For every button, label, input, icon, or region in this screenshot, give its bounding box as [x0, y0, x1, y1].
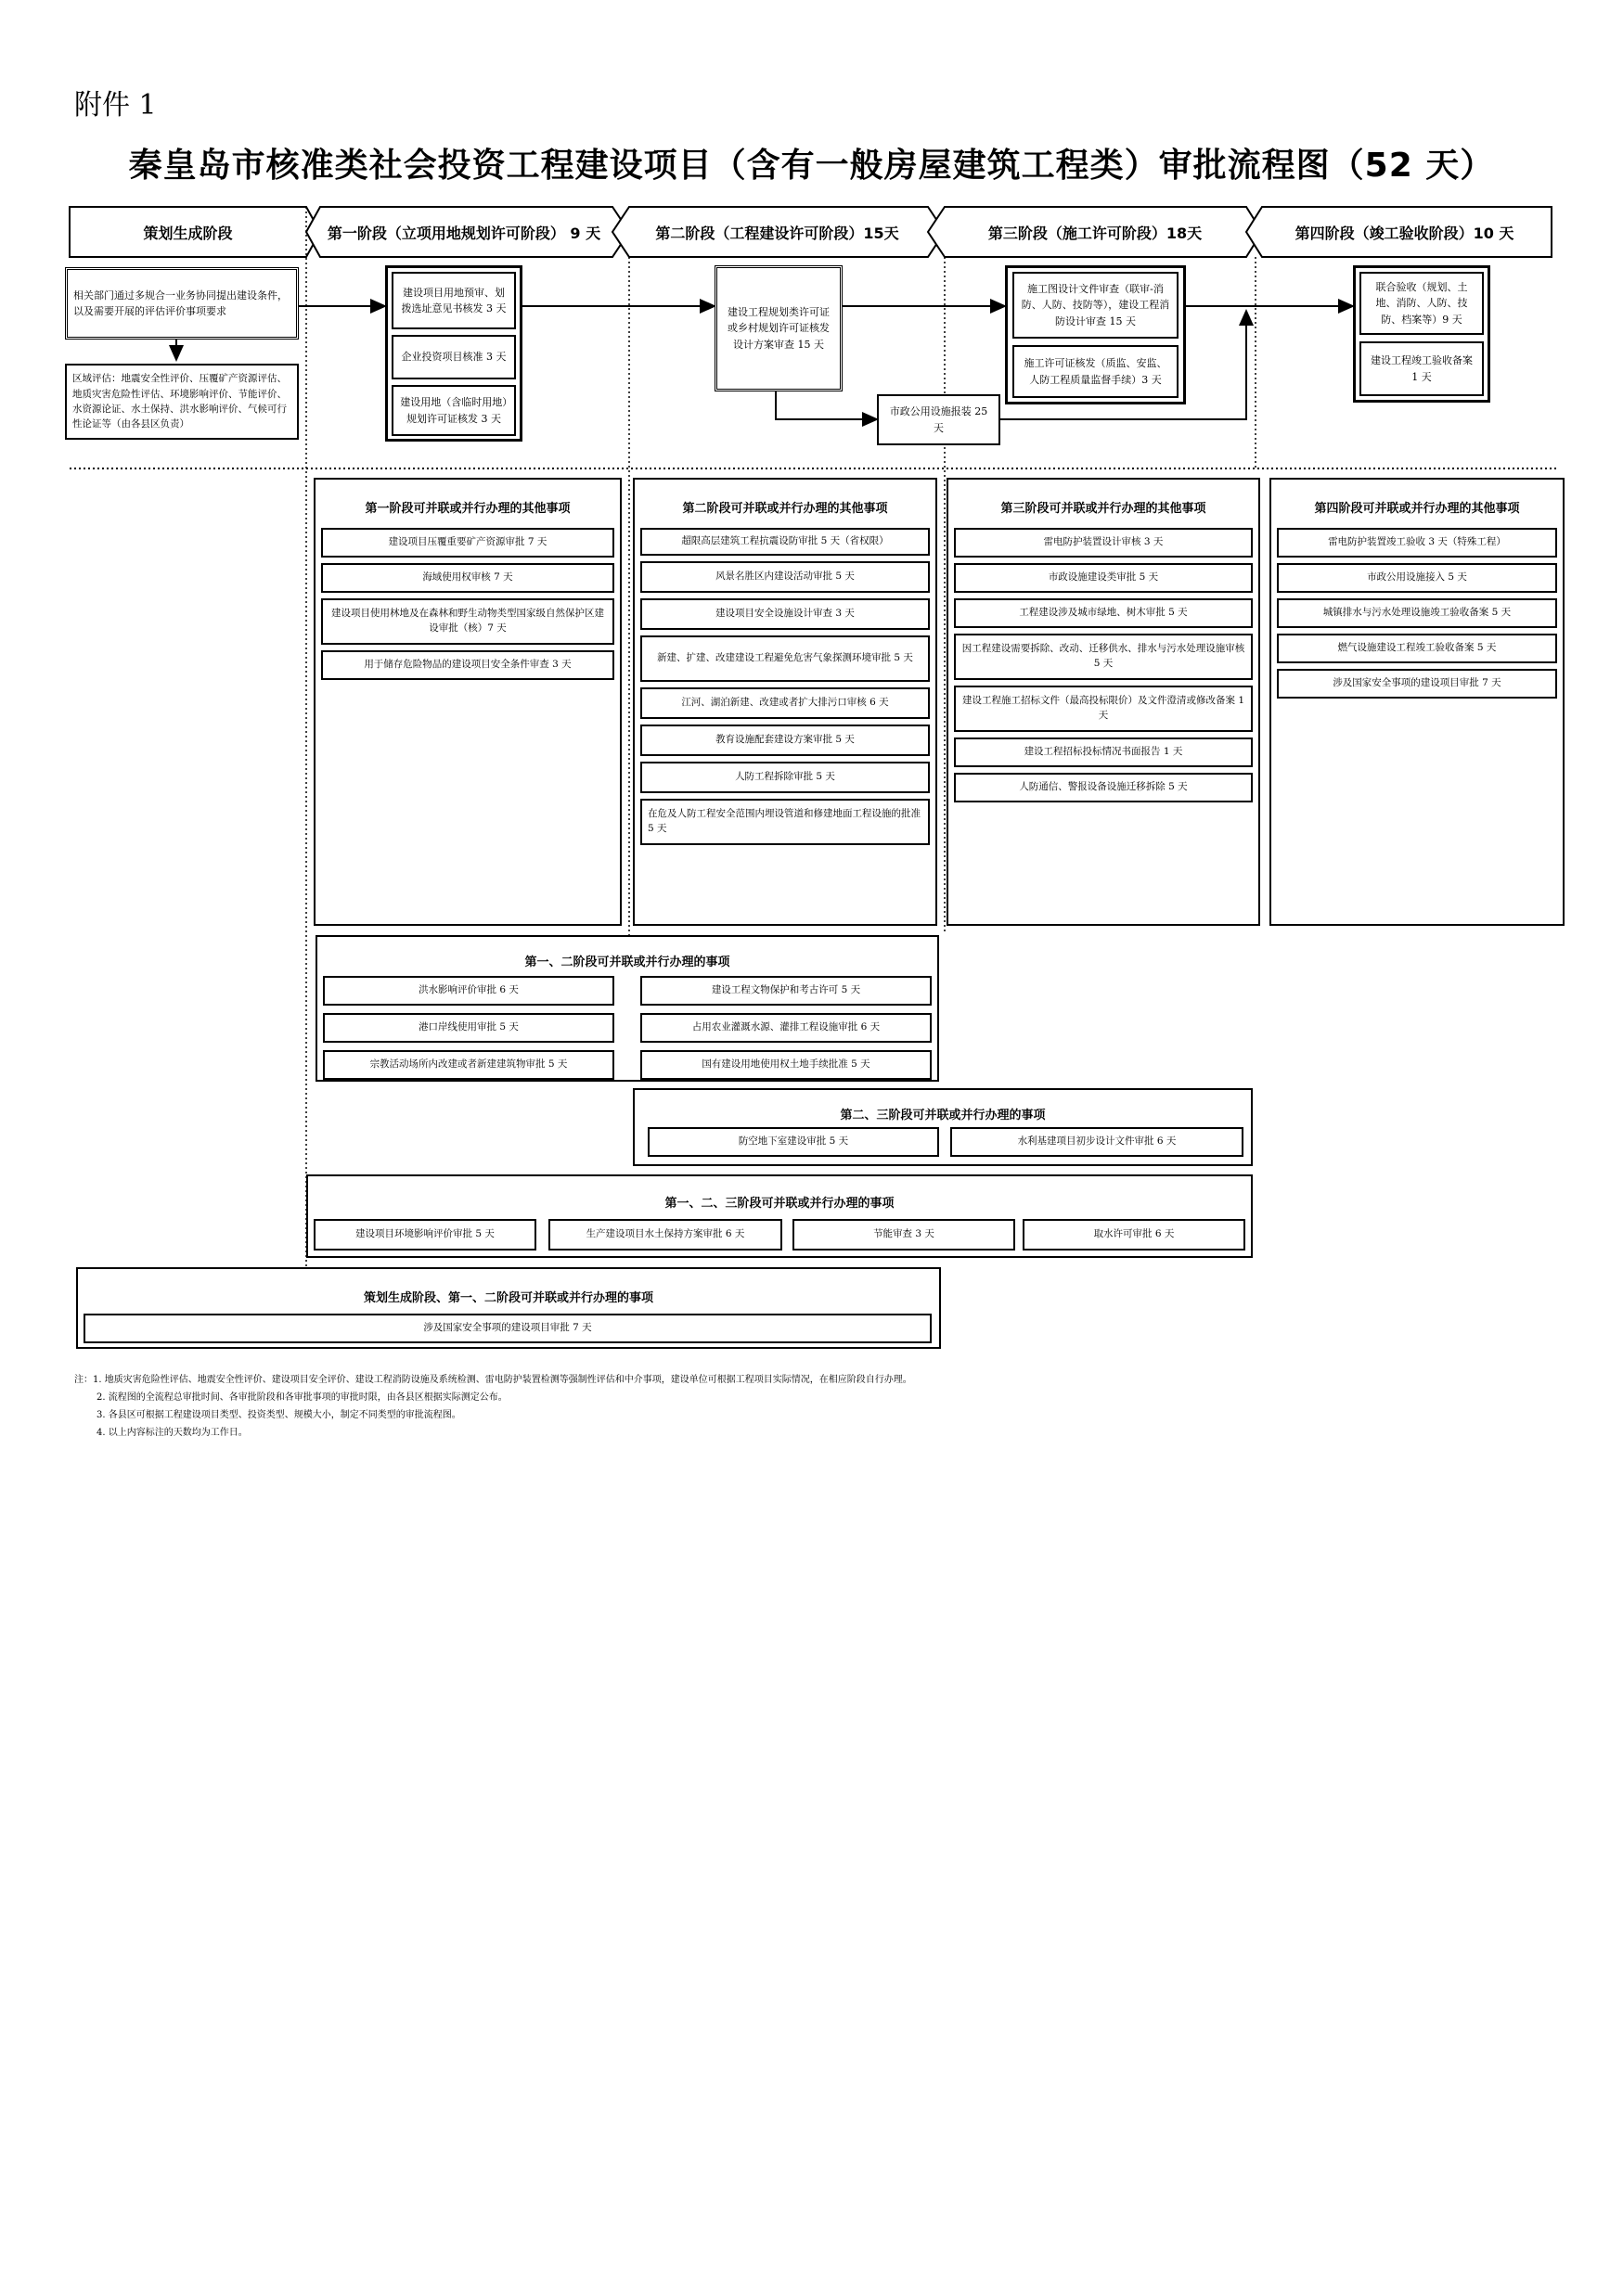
parallel-stage2-item: 风景名胜区内建设活动审批 5 天 — [640, 561, 930, 593]
stage2-planning-permit-box: 建设工程规划类许可证或乡村规划许可证核发设计方案审查 15 天 — [715, 265, 843, 391]
parallel-planning12-item: 涉及国家安全事项的建设项目审批 7 天 — [84, 1314, 932, 1343]
parallel-stage2-group — [633, 478, 937, 926]
parallel-stage4-item: 城镇排水与污水处理设施竣工验收备案 5 天 — [1277, 598, 1557, 628]
parallel-stage2-item: 超限高层建筑工程抗震设防审批 5 天（省权限） — [640, 528, 930, 556]
stage-label-2: 第二阶段（工程建设许可阶段）15天 — [655, 224, 899, 242]
stage1-item-land-preapproval: 建设项目用地预审、划拨选址意见书核发 3 天 — [392, 272, 516, 329]
stage1-item-project-approval: 企业投资项目核准 3 天 — [392, 335, 516, 379]
parallel-stage4-item: 市政公用设施接入 5 天 — [1277, 563, 1557, 593]
stage-label-planning: 策划生成阶段 — [143, 224, 233, 242]
parallel-stage3-title: 第三阶段可并联或并行办理的其他事项 — [1000, 502, 1206, 516]
stage3-item-construction-permit: 施工许可证核发（质监、安监、人防工程质量监督手续）3 天 — [1012, 345, 1179, 398]
parallel-stage3-item: 建设工程施工招标文件（最高投标限价）及文件澄清或修改备案 1 天 — [954, 686, 1253, 732]
note-4: 4. 以上内容标注的天数均为工作日。 — [97, 1428, 248, 1438]
stage3-item-drawing-review: 施工图设计文件审查（联审-消防、人防、技防等），建设工程消防设计审查 15 天 — [1012, 272, 1179, 339]
parallel-stage123-item: 节能审查 3 天 — [792, 1219, 1015, 1251]
parallel-stage2-item: 人防工程拆除审批 5 天 — [640, 762, 930, 793]
stage-label-3: 第三阶段（施工许可阶段）18天 — [987, 224, 1203, 242]
parallel-stage2-title: 第二阶段可并联或并行办理的其他事项 — [682, 502, 888, 516]
parallel-stage2-item: 江河、湖泊新建、改建或者扩大排污口审核 6 天 — [640, 687, 930, 719]
municipal-facility-box: 市政公用设施报装 25 天 — [877, 394, 1000, 445]
parallel-stage4-item: 雷电防护装置竣工验收 3 天（特殊工程） — [1277, 528, 1557, 558]
parallel-stage1-item: 海域使用权审核 7 天 — [321, 563, 614, 593]
note-3: 3. 各县区可根据工程建设项目类型、投资类型、规模大小，制定不同类型的审批流程图。 — [97, 1410, 461, 1420]
parallel-stage4-item: 涉及国家安全事项的建设项目审批 7 天 — [1277, 669, 1557, 699]
parallel-stage4-title: 第四阶段可并联或并行办理的其他事项 — [1314, 502, 1520, 516]
stage-label-4: 第四阶段（竣工验收阶段）10 天 — [1295, 224, 1514, 242]
parallel-stage3-group — [947, 478, 1260, 926]
parallel-stage4-group — [1269, 478, 1565, 926]
parallel-stage2-item: 在危及人防工程安全范围内埋设管道和修建地面工程设施的批准 5 天 — [640, 799, 930, 845]
parallel-stage4-item: 燃气设施建设工程竣工验收备案 5 天 — [1277, 634, 1557, 663]
parallel-stage12-title: 第一、二阶段可并联或并行办理的事项 — [524, 956, 730, 969]
parallel-stage12-item: 占用农业灌溉水源、灌排工程设施审批 6 天 — [640, 1013, 932, 1043]
parallel-stage12-item: 港口岸线使用审批 5 天 — [323, 1013, 614, 1043]
parallel-stage123-item: 取水许可审批 6 天 — [1023, 1219, 1245, 1251]
stage1-item-land-planning-permit: 建设用地（含临时用地）规划许可证核发 3 天 — [392, 385, 516, 436]
regional-assessment-box: 区域评估：地震安全性评价、压覆矿产资源评估、地质灾害危险性评估、环境影响评价、节能评价、水资源论证、水土保持、洪水影响评价、气候可行性论证等（由各县区负责） — [65, 364, 299, 440]
parallel-stage2-item: 新建、扩建、改建建设工程避免危害气象探测环境审批 5 天 — [640, 635, 930, 682]
note-2: 2. 流程图的全流程总审批时间、各审批阶段和各审批事项的审批时限，由各县区根据实际测定公布。 — [97, 1392, 508, 1403]
parallel-stage23-item: 水利基建项目初步设计文件审批 6 天 — [950, 1127, 1243, 1157]
parallel-stage1-item: 建设项目使用林地及在森林和野生动物类型国家级自然保护区建设审批（核）7 天 — [321, 598, 614, 645]
page-title: 秦皇岛市核准类社会投资工程建设项目（含有一般房屋建筑工程类）审批流程图（52 天） — [128, 147, 1495, 185]
parallel-planning12-group — [76, 1267, 941, 1349]
parallel-stage12-item: 国有建设用地使用权土地手续批准 5 天 — [640, 1050, 932, 1080]
parallel-stage2-item: 教育设施配套建设方案审批 5 天 — [640, 725, 930, 756]
parallel-stage3-item: 雷电防护装置设计审核 3 天 — [954, 528, 1253, 558]
stage-label-1: 第一阶段（立项用地规划许可阶段） 9 天 — [327, 224, 601, 242]
parallel-stage23-item: 防空地下室建设审批 5 天 — [648, 1127, 939, 1157]
parallel-stage123-item: 建设项目环境影响评价审批 5 天 — [314, 1219, 536, 1251]
parallel-stage123-item: 生产建设项目水土保持方案审批 6 天 — [548, 1219, 782, 1251]
parallel-stage3-item: 因工程建设需要拆除、改动、迁移供水、排水与污水处理设施审核 5 天 — [954, 634, 1253, 680]
parallel-stage123-group — [306, 1174, 1253, 1258]
stage4-item-completion-filing: 建设工程竣工验收备案 1 天 — [1359, 341, 1484, 396]
parallel-stage1-item: 用于储存危险物品的建设项目安全条件审查 3 天 — [321, 650, 614, 680]
annex-label: 附件 1 — [74, 89, 157, 122]
note-1: 注：1. 地质灾害危险性评估、地震安全性评价、建设项目安全评价、建设工程消防设施及系统检测、雷电防护装置检测等强制性评估和中介事项，建设单位可根据工程项目实际情况，在相应阶段自行办理。 — [74, 1375, 912, 1385]
parallel-stage12-item: 宗教活动场所内改建或者新建建筑物审批 5 天 — [323, 1050, 614, 1080]
parallel-stage3-item: 市政设施建设类审批 5 天 — [954, 563, 1253, 593]
parallel-stage23-group — [633, 1088, 1253, 1166]
parallel-stage1-title: 第一阶段可并联或并行办理的其他事项 — [365, 502, 571, 516]
parallel-stage1-item: 建设项目压覆重要矿产资源审批 7 天 — [321, 528, 614, 558]
parallel-stage3-item: 工程建设涉及城市绿地、树木审批 5 天 — [954, 598, 1253, 628]
parallel-stage3-item: 建设工程招标投标情况书面报告 1 天 — [954, 738, 1253, 767]
stage4-item-joint-acceptance: 联合验收（规划、土地、消防、人防、技防、档案等）9 天 — [1359, 272, 1484, 335]
parallel-stage3-item: 人防通信、警报设备设施迁移拆除 5 天 — [954, 773, 1253, 802]
planning-coordination-box: 相关部门通过多规合一业务协同提出建设条件，以及需要开展的评估评价事项要求 — [65, 267, 299, 340]
parallel-stage12-item: 洪水影响评价审批 6 天 — [323, 976, 614, 1006]
parallel-planning12-title: 策划生成阶段、第一、二阶段可并联或并行办理的事项 — [363, 1291, 653, 1305]
parallel-stage1-group — [314, 478, 622, 926]
parallel-stage12-item: 建设工程文物保护和考古许可 5 天 — [640, 976, 932, 1006]
parallel-stage2-item: 建设项目安全设施设计审查 3 天 — [640, 598, 930, 630]
parallel-stage123-title: 第一、二、三阶段可并联或并行办理的事项 — [664, 1197, 895, 1211]
parallel-stage12-group — [316, 935, 939, 1082]
parallel-stage23-title: 第二、三阶段可并联或并行办理的事项 — [840, 1109, 1046, 1122]
